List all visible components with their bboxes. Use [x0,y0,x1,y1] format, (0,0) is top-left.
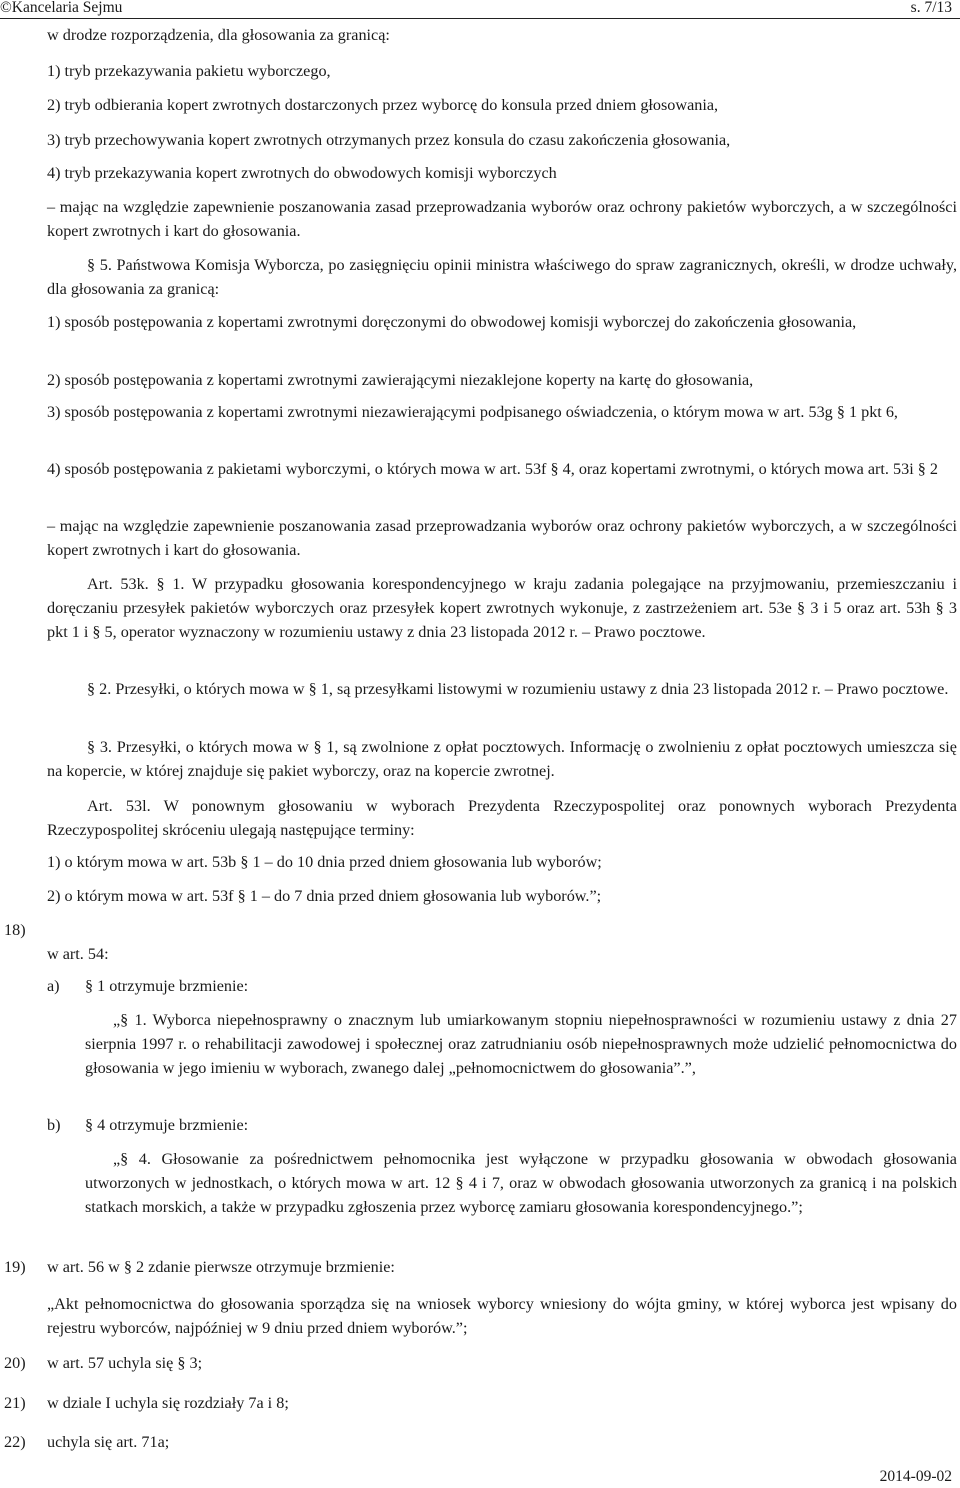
point-18a-quote-text: „§ 1. Wyborca niepełnosprawny o znacznym lub umiarkowanym stopniu niepełnosprawności w rozumieniu ustawy z dnia 27 sierpnia 1997 r. o rehabilitacji zawodowej i społecznej oraz zatrudnianiu osób niepełnosprawnych może udzielić pełnomocnictwa do głosowania w jego imieniu w wyborach, zwanego dalej „pełnomocnictwem do głosowania”.”, [85,1011,957,1077]
header-page-number: s. 7/13 [910,0,952,16]
block1-intro: w drodze rozporządzenia, dla głosowania za granicą: [47,26,390,44]
par5-item-3-text: 3) sposób postępowania z kopertami zwrotnymi niezawierającymi podpisanego oświadczenia, o którym mowa w art. 53g § 1 pkt 6, [47,403,898,421]
point-18-number: 18) [4,921,26,939]
point-18b-label: b) [47,1116,61,1134]
art53k-par2 [47,677,957,701]
par5-intro [47,253,957,301]
point-19-quote-text: „Akt pełnomocnictwa do głosowania sporządza się na wniosek wyborcy wniesiony do wójta gminy, w której wyborca jest wpisany do rejestru wyborców, najpóźniej w 9 dniu przed dniem wyborów.”; [47,1295,957,1337]
art53k-par2-text: § 2. Przesyłki, o których mowa w § 1, są przesyłkami listowymi w rozumieniu ustawy z dnia 23 listopada 2012 r. – Prawo pocztowe. [87,680,949,698]
par5-item-4 [47,457,957,481]
art53k-par3-text: § 3. Przesyłki, o których mowa w § 1, są zwolnione z opłat pocztowych. Informację o zwolnieniu z opłat pocztowych umieszcza się na kopercie, w której znajduje się pakiet wyborczy, oraz na kopercie zwrotnej. [47,738,957,780]
page-header [0,0,960,16]
par5-item-1-text: 1) sposób postępowania z kopertami zwrotnymi doręczonymi do obwodowej komisji wyborczej do zakończenia głosowania, [47,313,857,331]
point-22-text: uchyla się art. 71a; [47,1433,170,1451]
point-18b-text: § 4 otrzymuje brzmienie: [85,1116,249,1134]
block1-item-1: 1) tryb przekazywania pakietu wyborczego, [47,62,331,80]
art53k-par1 [47,572,957,644]
point-18b-quote-text: „§ 4. Głosowanie za pośrednictwem pełnomocnika jest wyłączone w przypadku głosowania w obwodach głosowania utworzonych w jednostkach, o których mowa w art. 12 § 4 i 7, oraz w obwodach głosowania utworzonych za granicą i na polskich statkach morskich, a także w przypadku zgłoszenia przez wyborcę zamiaru głosowania korespondencyjnego.”; [85,1150,957,1216]
block1-item-4: 4) tryb przekazywania kopert zwrotnych do obwodowych komisji wyborczych [47,164,557,182]
point-21-number: 21) [4,1394,26,1412]
par5-closing [47,514,957,562]
point-22-number: 22) [4,1433,26,1451]
point-18a-quote [85,1008,957,1080]
point-21-text: w dziale I uchyla się rozdziały 7a i 8; [47,1394,289,1412]
header-rule [0,18,960,19]
art53k-par3 [47,735,957,783]
par5-item-1 [47,310,957,334]
point-18a-text: § 1 otrzymuje brzmienie: [85,977,249,995]
art53l-intro [47,794,957,842]
art53l-intro-text: Art. 53l. W ponownym głosowaniu w wyborach Prezydenta Rzeczypospolitej oraz ponownych wyborach Prezydenta Rzeczypospolitej skróceniu ulegają następujące terminy: [47,797,957,839]
par5-closing-text: – mając na względzie zapewnienie poszanowania zasad przeprowadzania wyborów oraz ochrony pakietów wyborczych, a w szczególności kopert zwrotnych i kart do głosowania. [47,517,957,559]
par5-item-3 [47,400,957,424]
point-19-quote [47,1292,957,1340]
footer-date: 2014-09-02 [879,1468,952,1485]
header-copyright: ©Kancelaria Sejmu [0,0,123,16]
art53k-par1-text: Art. 53k. § 1. W przypadku głosowania korespondencyjnego w kraju zadania polegające na przyjmowaniu, przemieszczaniu i doręczaniu przesyłek pakietów wyborczych oraz przesyłek kopert zwrotnych wykonuje, z zastrzeżeniem art. 53e § 3 i 5 oraz art. 53h § 3 pkt 1 i § 5, operator wyznaczony w rozumieniu ustawy z dnia 23 listopada 2012 r. – Prawo pocztowe. [47,575,957,641]
block1-closing-text: – mając na względzie zapewnienie poszanowania zasad przeprowadzania wyborów oraz ochrony pakietów wyborczych, a w szczególności kopert zwrotnych i kart do głosowania. [47,198,957,240]
par5-intro-text: § 5. Państwowa Komisja Wyborcza, po zasięgnięciu opinii ministra właściwego do spraw zagranicznych, określi, w drodze uchwały, dla głosowania za granicą: [47,256,957,298]
par5-item-2: 2) sposób postępowania z kopertami zwrotnymi zawierającymi niezaklejone koperty na kartę do głosowania, [47,371,754,389]
par5-item-4-text: 4) sposób postępowania z pakietami wyborczymi, o których mowa w art. 53f § 4, oraz kopertami zwrotnymi, o których mowa art. 53i § 2 [47,460,938,478]
point-18-text: w art. 54: [47,945,109,963]
art53l-item-2: 2) o którym mowa w art. 53f § 1 – do 7 dnia przed dniem głosowania lub wyborów.”; [47,887,602,905]
art53l-item-1: 1) o którym mowa w art. 53b § 1 – do 10 dnia przed dniem głosowania lub wyborów; [47,853,602,871]
block1-item-3: 3) tryb przechowywania kopert zwrotnych otrzymanych przez konsula do czasu zakończenia głosowania, [47,131,731,149]
point-20-number: 20) [4,1354,26,1372]
point-18b-quote [85,1147,957,1219]
point-19-text: w art. 56 w § 2 zdanie pierwsze otrzymuje brzmienie: [47,1258,395,1276]
block1-closing [47,195,957,243]
point-19-number: 19) [4,1258,26,1276]
block1-item-2: 2) tryb odbierania kopert zwrotnych dostarczonych przez wyborcę do konsula przed dniem głosowania, [47,96,719,114]
point-20-text: w art. 57 uchyla się § 3; [47,1354,203,1372]
point-18a-label: a) [47,977,60,995]
